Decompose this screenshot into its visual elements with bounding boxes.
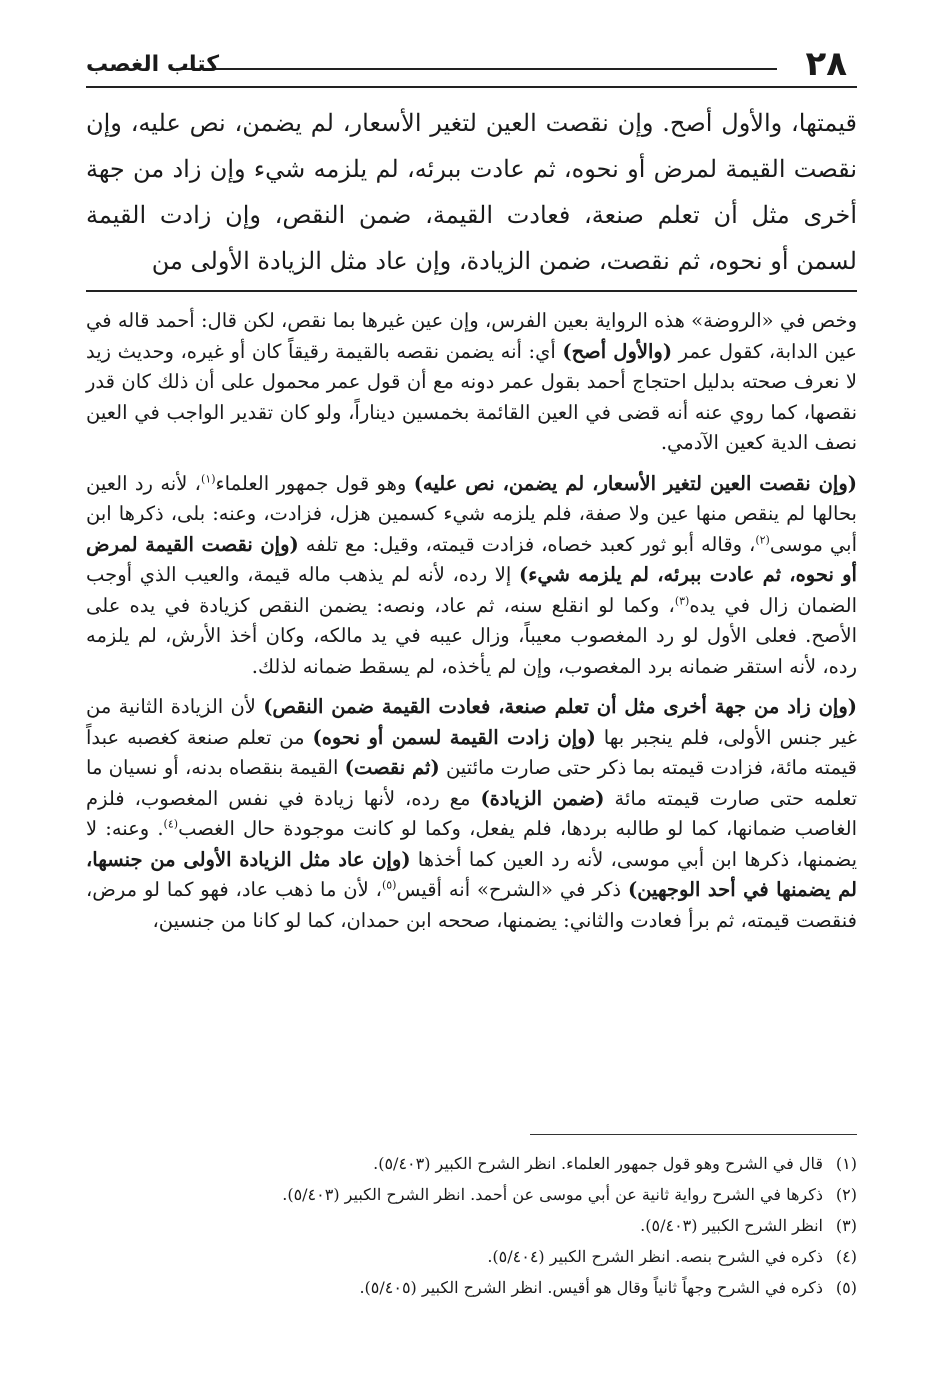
quoted-matn: (ضمن الزيادة) [480,786,605,810]
footnote-text: قال في الشرح وهو قول جمهور العلماء. انظر الشرح الكبير (٥/٤٠٣). [373,1154,823,1173]
footnote [86,1272,857,1303]
footnote-number: (٣) [835,1216,857,1235]
book-title: كتاب الغصب [86,52,219,77]
footnote [86,1241,857,1272]
header-divider [86,86,857,88]
commentary-paragraph-3: (وإن زاد من جهة أخرى مثل أن تعلم صنعة، فعادت القيمة ضمن النقص) لأن الزيادة الثانية من غير جنس الأولى، فلم ينجبر بها (وإن زادت القيمة لسمن أو نحوه) من تعلم صنعة كغصبه عبداً قيمته مائة، فزادت قيمته بما ذكر حتى صارت مائتين (ثم نقصت) القيمة بنقصاه بدنه، أو نسيان ما تعلمه حتى صارت قيمته مائة (ضمن الزيادة) مع رده، لأنها زيادة في نفس المغصوب، فلزم الغاصب ضمانها، كما لو طالبه بردها، فلم يفعل، وكما لو كانت موجودة حال الغصب$^{(٤)}$. وعنه: لا يضمنها، ذكرها ابن أبي موسى، لأنه رد العين كما أخذها (وإن عاد مثل الزيادة الأولى من جنسها، لم يضمنها في أحد الوجهين) ذكر في «الشرح» أنه أقيس$^{(٥)}$، لأن ما ذهب عاد، فهو كما لو مرض، فنقصت قيمته، ثم برأ فعادت والثاني: يضمنها، صححه ابن حمدان، كما لو كانا من جنسين، [86,695,858,932]
footnote-number: (٤) [835,1247,857,1266]
footnote-ref: (٤) [163,817,179,831]
quoted-matn: (وإن زاد من جهة أخرى مثل أن تعلم صنعة، فعادت القيمة ضمن النقص) [263,695,857,718]
main-text: قيمتها، والأول أصح. وإن نقصت العين لتغير الأسعار، لم يضمن، نص عليه، وإن نقصت القيمة لمرض أو نحوه، ثم عادت ببرئه، لم يلزمه شيء وإن زاد من جهة أخرى مثل أن تعلم صنعة، فعادت القيمة، ضمن النقص، وإن زادت القيمة لسمن أو نحوه، ثم نقصت، ضمن الزيادة، وإن عاد مثل الزيادة الأولى من [86,109,857,275]
footnote-text: ذكره في الشرح بنصه. انظر الشرح الكبير (٥/٤٠٤). [487,1247,823,1266]
commentary-paragraph-1: وخص في «الروضة» هذه الرواية بعين الفرس، وإن عين غيرها بما نقص، لكن قال: أحمد قاله في عين الدابة، كقول عمر (والأول أصح) أي: أنه يضمن نقصه بالقيمة رقيقاً كان أو غيره، وحديث زيد لا نعرف صحته بدليل احتجاج أحمد بقول عمر دونه مع أن قول عمر محمول على أن ذلك كان قدر نقصها، كما روي عنه أنه قضى في العين القائمة بخمسين ديناراً، ولو كان تقدير الواجب في العين نصف الدية كعين الآدمي. [86,309,858,454]
footnotes [86,1148,857,1303]
quoted-matn: (وإن عاد مثل الزيادة الأولى من جنسها، لم يضمنها في أحد الوجهين) [86,847,857,901]
footnote-divider [530,1134,857,1135]
quoted-matn: (والأول أصح) [562,339,673,363]
text-commentary-divider [86,290,857,292]
footnote-ref: (٥) [381,878,397,892]
quoted-matn: (وإن زادت القيمة لسمن أو نحوه) [312,725,596,749]
quoted-matn: (ثم نقصت) [344,756,440,779]
commentary-block [86,306,857,936]
footnote-text: انظر الشرح الكبير (٥/٤٠٣). [640,1216,823,1235]
quoted-matn: (وإن نقصت القيمة لمرض أو نحوه، ثم عادت ببرئه، لم يلزمه شيء) [86,532,857,586]
footnote [86,1148,857,1179]
footnote-number: (٢) [835,1185,857,1204]
main-text-block [86,100,857,284]
footnote-ref: (٢) [755,533,770,546]
footnote-text: ذكرها في الشرح رواية ثانية عن أبي موسى عن أحمد. انظر الشرح الكبير (٥/٤٠٣). [282,1185,823,1204]
quoted-matn: (وإن نقصت العين لتغير الأسعار، لم يضمن، نص عليه) [413,471,857,495]
header-rule [176,68,777,70]
footnote-ref: (٣) [674,594,690,607]
footnote-number: (١) [835,1154,857,1173]
footnote [86,1179,857,1210]
footnote-ref: (١) [200,472,216,485]
footnote [86,1210,857,1241]
page-header [86,44,857,84]
footnote-text: ذكره في الشرح وجهاً ثانياً وقال هو أقيس. انظر الشرح الكبير (٥/٤٠٥). [359,1278,823,1297]
footnote-number: (٥) [835,1278,857,1297]
page-number: ٢٨ [805,44,847,84]
commentary-paragraph-2: (وإن نقصت العين لتغير الأسعار، لم يضمن، نص عليه) وهو قول جمهور العلماء$^{(١)}$، لأنه رد العين بحالها لم ينقص منها عين ولا صفة، فلم يلزمه شيء كسمين هزل، فزادت، وعنه: بلى، ذكرها ابن أبي موسى$^{(٢)}$، وقاله أبو ثور كعبد خصاه، فزادت قيمته، وقيل: مع تلفه (وإن نقصت القيمة لمرض أو نحوه، ثم عادت ببرئه، لم يلزمه شيء) إلا رده، لأنه لم يذهب ماله قيمة، والعيب الذي أوجب الضمان زال في يده$^{(٣)}$، وكما لو انقلع سنه، ثم عاد، ونصه: يضمن النقص كزيادة في يده على الأصح. فعلى الأول لو رد المغصوب معيباً، وزال عيبه في يد مالكه، وكان أخذ الأرش، لم يلزمه رده، لأنه استقر ضمانه برد المغصوب، وإن لم يأخذه، لم يسقط ضمانه لذلك. [86,471,857,678]
